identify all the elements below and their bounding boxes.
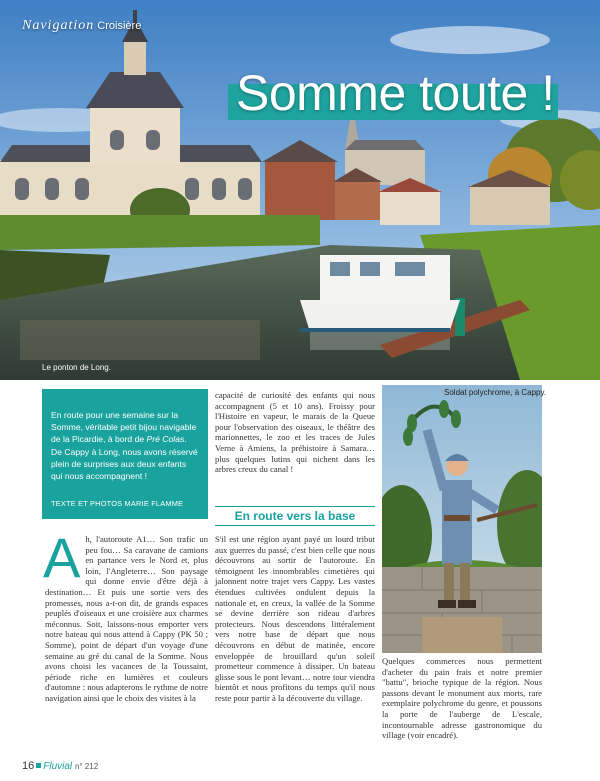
col3-text: Quelques commerces nous permettent d'acheter du pain frais et notre premier "battu", brioche typique de la région. Nous passons devant le monument aux morts, rare exemplaire polychrome du genre, et poussons la porte de l'auberge de L'escale, incontournable adresse gastronomique du village (voir encadré).	[382, 656, 542, 741]
hero-photo	[0, 0, 600, 380]
dropcap: A	[43, 526, 81, 589]
issue-number: n° 212	[74, 762, 99, 771]
statue-caption: Soldat polychrome, à Cappy.	[444, 388, 547, 397]
section-label	[22, 18, 141, 34]
credits: TEXTE ET PHOTOS MARIE FLAMME	[51, 499, 184, 509]
article-column-1	[43, 526, 208, 704]
intro-box	[42, 389, 208, 519]
subhead-rule-top	[215, 506, 375, 507]
hero-caption: Le ponton de Long.	[42, 363, 111, 372]
hero-illustration	[0, 0, 600, 380]
page-number: 16	[22, 760, 35, 772]
page-footer	[22, 760, 98, 772]
magazine-name: Fluvial	[43, 761, 73, 772]
statue-photo	[382, 385, 542, 653]
article-column-2-bottom	[215, 534, 375, 704]
subhead: En route vers la base	[234, 509, 356, 523]
article-title: Somme toute !	[236, 65, 555, 121]
footer-square-icon	[36, 763, 41, 768]
boat-name: Pré Colas	[146, 434, 185, 445]
article-column-2-top	[215, 390, 375, 475]
col2-bottom-text: S'il est une région ayant payé un lourd tribut aux guerres du passé, c'est bien celle que nous découvrons au sortir de l'autoroute. En témoignent les innombrables cimetières qui jalonnent notre trajet vers Cappy. Les vastes étendues cultivées ondulent depuis la nationale et, en creux, la vallée de la Somme se devine derrière son rideau d'arbres protecteurs. Nous descendons littéralement vers notre base de départ que nous découvrons en début de matinée, encore enveloppée de brouillard qu'un soleil prometteur commence à dissiper. Un bateau glisse sous le pont levant… notre tour viendra bientôt et nous profitons du temps qu'il nous reste pour partir à la découverte du village.	[215, 534, 375, 703]
subhead-block	[215, 500, 375, 530]
intro-text	[51, 409, 200, 482]
subhead-rule-bottom	[215, 525, 375, 526]
col2-top-text: capacité de curiosité des enfants qui nous accompagnent (5 et 10 ans). Froissy pour l'Histoire en vapeur, le marais de la Queue pour l'observation des oiseaux, le théâtre des marionnettes, le zoo et les traces de Jules Verne à Amiens, la préhistoire à Samara… plus quelques lutins qui nichent dans les arbres creux du canal !	[215, 390, 375, 475]
col1-text: h, l'autoroute A1… Son trafic un peu fou… Sa caravane de camions en partance vers le Nord et, plus loin, l'Angleterre… Son paysage qui donne envie d'être déjà à destination… Et puis une sortie vers des promesses, nous a-t-on dit, de grands espaces peuplés d'oiseaux et une croisière aux charmes méconnus. Soit, laissons-nous emporter vers notre bateau qui nous attend à Cappy (PK 50 ; Somme), point de départ d'un voyage d'une semaine au gré du canal de la Somme. Nous avons choisi les vacances de la Toussaint, période riche en lumières et couleurs d'automne : nous adapterons le rythme de notre navigation ainsi que le choix des visites à la	[45, 534, 208, 703]
subsection-name: Croisière	[97, 20, 142, 32]
statue-illustration	[382, 385, 542, 653]
intro-text-end: . De Cappy à Long, nous avons réservé plein de surprises aux deux enfants qui nous accompagnent !	[51, 434, 198, 482]
section-name: Navigation	[22, 18, 95, 33]
intro-text-start: En route pour une semaine sur la Somme, véritable petit bijou navigable de la Picardie, à bord de	[51, 410, 197, 445]
article-column-3	[382, 656, 542, 741]
